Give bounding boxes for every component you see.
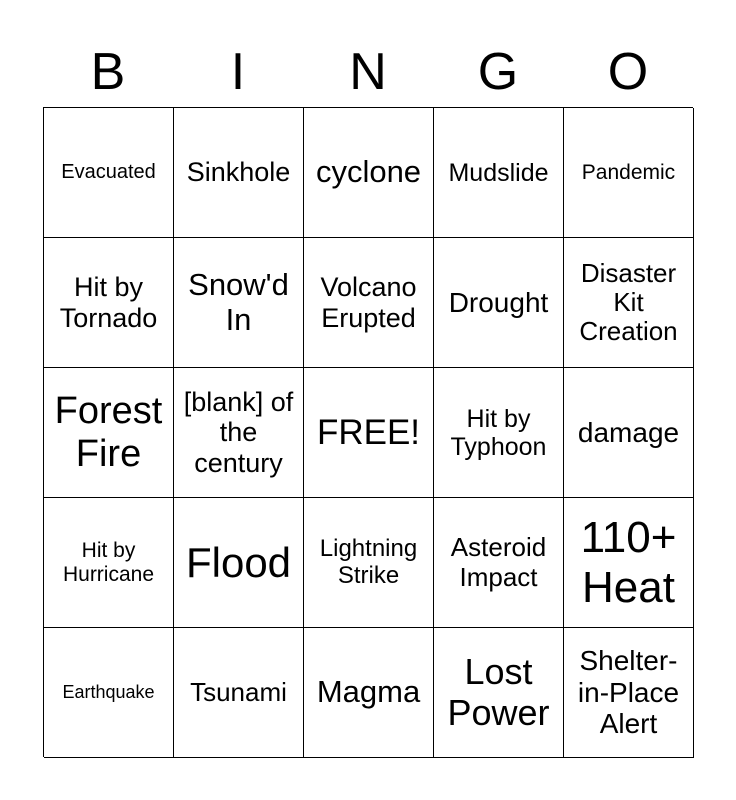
bingo-cell-label: Pandemic bbox=[581, 160, 676, 184]
bingo-cell-label: Earthquake bbox=[62, 682, 155, 703]
bingo-cell[interactable] bbox=[44, 498, 174, 628]
bingo-cell-label: cyclone bbox=[315, 154, 422, 190]
bingo-cell[interactable] bbox=[434, 108, 564, 238]
bingo-cell-label: Lost Power bbox=[447, 651, 550, 733]
bingo-cell-label: Drought bbox=[448, 286, 549, 318]
header-letter-i: I bbox=[230, 43, 246, 101]
bingo-cell[interactable] bbox=[304, 628, 434, 758]
bingo-cell-label: Forest Fire bbox=[54, 389, 163, 475]
bingo-cell[interactable] bbox=[434, 628, 564, 758]
bingo-cell-label: damage bbox=[577, 416, 680, 448]
header-letter-b: B bbox=[90, 43, 126, 101]
bingo-cell[interactable] bbox=[564, 628, 694, 758]
bingo-cell-label: Hit by Hurricane bbox=[62, 538, 155, 586]
bingo-cell-label: Lightning Strike bbox=[319, 534, 418, 589]
bingo-cell[interactable] bbox=[44, 368, 174, 498]
bingo-cell-label: Disaster Kit Creation bbox=[579, 257, 678, 347]
bingo-cell[interactable] bbox=[564, 108, 694, 238]
bingo-cell[interactable] bbox=[434, 368, 564, 498]
bingo-cell-label: Volcano Erupted bbox=[320, 272, 417, 333]
bingo-cell[interactable] bbox=[434, 498, 564, 628]
bingo-cell[interactable] bbox=[304, 108, 434, 238]
bingo-cell-label: Snow'd In bbox=[188, 266, 289, 337]
bingo-cell[interactable] bbox=[44, 238, 174, 368]
bingo-cell-label: [blank] of the century bbox=[183, 387, 294, 478]
bingo-cell[interactable] bbox=[564, 238, 694, 368]
bingo-cell[interactable] bbox=[304, 238, 434, 368]
bingo-cell-label: FREE! bbox=[316, 412, 421, 452]
bingo-cell-label: Mudslide bbox=[448, 158, 549, 187]
bingo-cell-label: 110+ Heat bbox=[580, 513, 677, 612]
bingo-cell[interactable] bbox=[174, 628, 304, 758]
bingo-cell[interactable] bbox=[174, 368, 304, 498]
bingo-cell-label: Flood bbox=[185, 538, 292, 586]
header-letter-n: N bbox=[349, 43, 387, 101]
bingo-cell-label: Tsunami bbox=[190, 676, 287, 707]
bingo-cell[interactable] bbox=[434, 238, 564, 368]
bingo-cell-label: Magma bbox=[316, 674, 421, 710]
bingo-cell-label: Shelter-in-Place Alert bbox=[577, 645, 680, 740]
free-space-cell[interactable] bbox=[304, 368, 434, 498]
bingo-cell[interactable] bbox=[304, 498, 434, 628]
bingo-cell[interactable] bbox=[174, 108, 304, 238]
bingo-cell[interactable] bbox=[564, 498, 694, 628]
bingo-cell[interactable] bbox=[44, 108, 174, 238]
bingo-cell-label: Hit by Typhoon bbox=[450, 404, 547, 461]
bingo-header bbox=[43, 36, 693, 108]
bingo-cell[interactable] bbox=[174, 498, 304, 628]
bingo-cell-label: Sinkhole bbox=[186, 157, 291, 188]
bingo-cell-label: Evacuated bbox=[61, 161, 156, 184]
header-letter-g: G bbox=[477, 43, 519, 101]
bingo-cell[interactable] bbox=[174, 238, 304, 368]
header-letter-o: O bbox=[607, 43, 649, 101]
bingo-cell-label: Asteroid Impact bbox=[450, 532, 547, 592]
bingo-cell[interactable] bbox=[564, 368, 694, 498]
bingo-cell-label: Hit by Tornado bbox=[59, 272, 158, 333]
bingo-cell[interactable] bbox=[44, 628, 174, 758]
bingo-card-grid bbox=[43, 107, 693, 757]
